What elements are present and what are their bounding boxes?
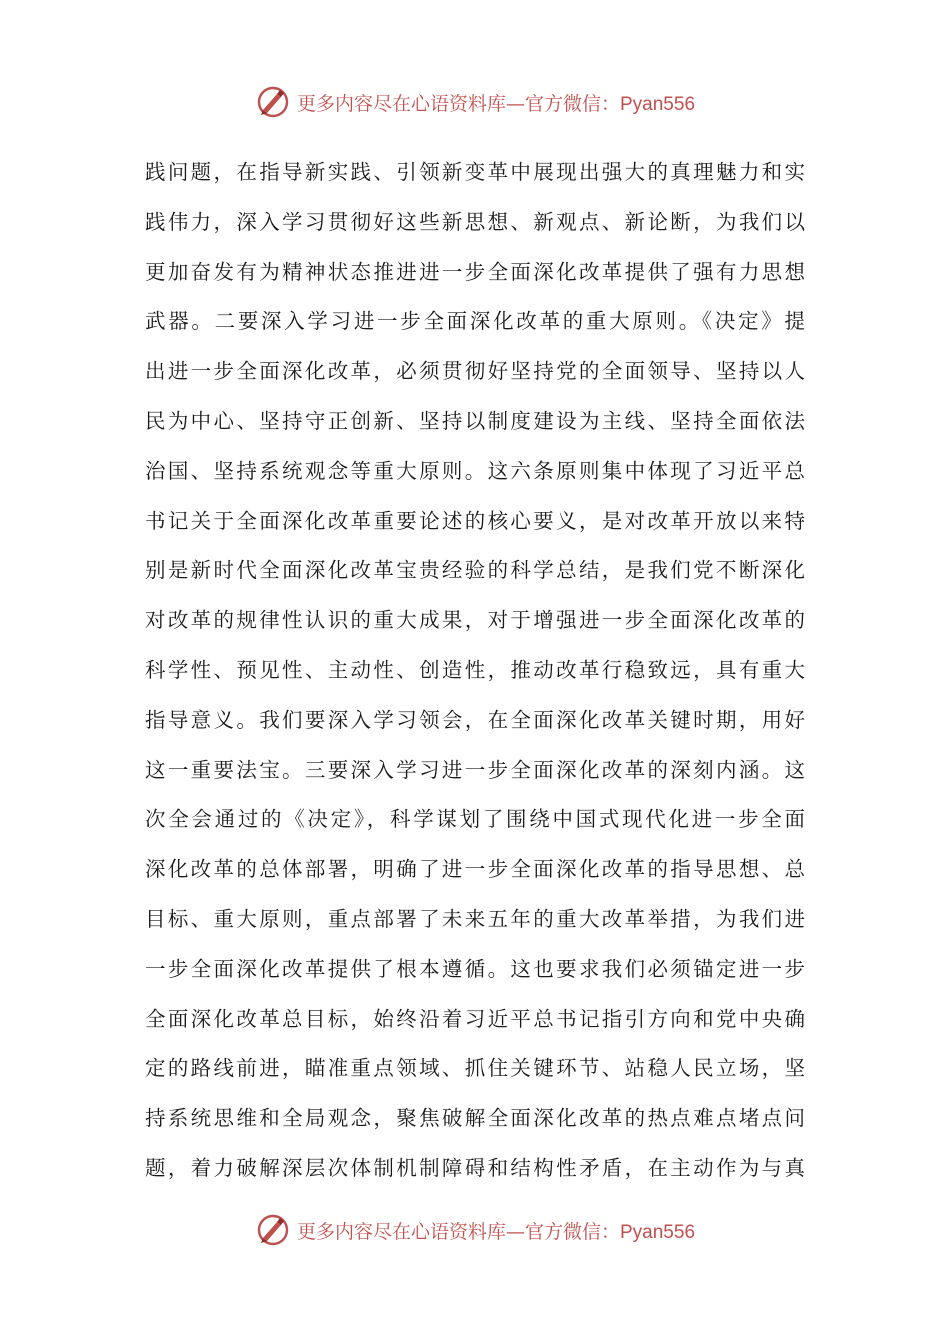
pen-logo-icon [255, 1212, 291, 1248]
text-line: 书记关于全面深化改革重要论述的核心要义，是对改革开放以来特 [145, 508, 805, 533]
text-line: 深化改革的总体部署，明确了进一步全面深化改革的指导思想、总 [145, 857, 805, 882]
text-line: 对改革的规律性认识的重大成果，对于增强进一步全面深化改革的 [145, 608, 805, 633]
text-line: 践伟力，深入学习贯彻好这些新思想、新观点、新论断，为我们以 [145, 209, 805, 234]
document-body [145, 148, 805, 1194]
text-line: 次全会通过的《决定》，科学谋划了围绕中国式现代化进一步全面 [145, 807, 805, 832]
text-line: 持系统思维和全局观念，聚焦破解全面深化改革的热点难点堵点问 [145, 1106, 805, 1131]
banner-text: 更多内容尽在心语资料库—官方微信： [296, 1220, 620, 1243]
footer-banner [0, 1210, 950, 1250]
text-line: 武器。二要深入学习进一步全面深化改革的重大原则。《决定》提 [145, 309, 805, 334]
text-line: 别是新时代全面深化改革宝贵经验的科学总结，是我们党不断深化 [145, 558, 805, 583]
wechat-id: Pyan556 [620, 1221, 696, 1243]
pen-logo-icon [255, 84, 291, 120]
text-line: 全面深化改革总目标，始终沿着习近平总书记指引方向和党中央确 [145, 1006, 805, 1031]
text-line: 一步全面深化改革提供了根本遵循。这也要求我们必须锚定进一步 [145, 956, 805, 981]
text-line: 定的路线前进，瞄准重点领域、抓住关键环节、站稳人民立场，坚 [145, 1056, 805, 1081]
text-line: 目标、重大原则，重点部署了未来五年的重大改革举措，为我们进 [145, 906, 805, 931]
header-banner [0, 82, 950, 122]
text-line: 题，着力破解深层次体制机制障碍和结构性矛盾，在主动作为与真 [145, 1155, 805, 1180]
text-line: 指导意义。我们要深入学习领会，在全面深化改革关键时期，用好 [145, 707, 805, 732]
text-line: 民为中心、坚持守正创新、坚持以制度建设为主线、坚持全面依法 [145, 408, 805, 433]
text-line: 出进一步全面深化改革，必须贯彻好坚持党的全面领导、坚持以人 [145, 359, 805, 384]
text-line: 更加奋发有为精神状态推进进一步全面深化改革提供了强有力思想 [145, 259, 805, 284]
text-line: 这一重要法宝。三要深入学习进一步全面深化改革的深刻内涵。这 [145, 757, 805, 782]
banner-text: 更多内容尽在心语资料库—官方微信： [296, 92, 620, 115]
text-line: 科学性、预见性、主动性、创造性，推动改革行稳致远，具有重大 [145, 657, 805, 682]
wechat-id: Pyan556 [620, 93, 696, 115]
text-line: 治国、坚持系统观念等重大原则。这六条原则集中体现了习近平总 [145, 458, 805, 483]
text-line: 践问题，在指导新实践、引领新变革中展现出强大的真理魅力和实 [145, 160, 805, 184]
